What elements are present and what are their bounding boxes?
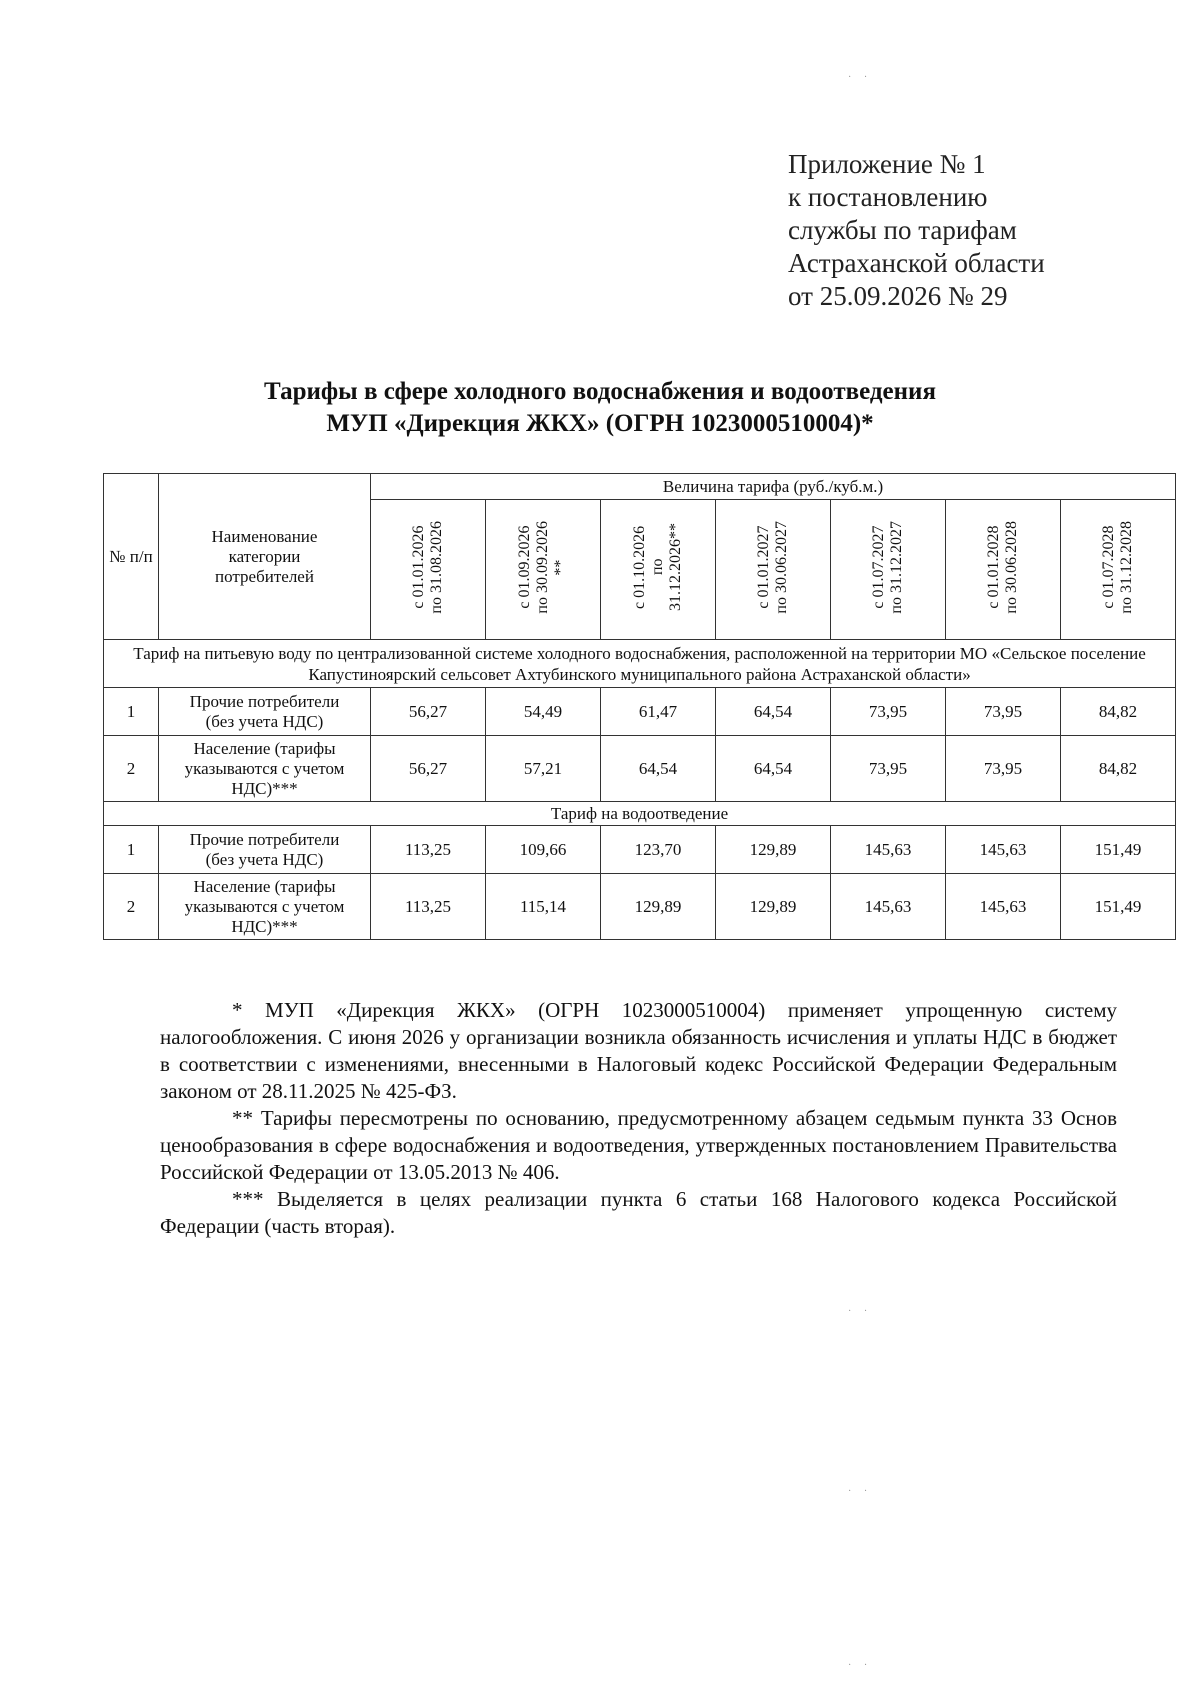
period-header [486, 500, 601, 640]
header-category: Наименование категории потребителей [159, 474, 371, 640]
row-category: Прочие потребители (без учета НДС) [159, 688, 371, 736]
row-category: Прочие потребители (без учета НДС) [159, 826, 371, 874]
tariff-value: 145,63 [831, 826, 946, 874]
period-label: с 01.01.2026 по 31.08.2026 [410, 520, 445, 614]
section-water-title: Тариф на питьевую воду по централизованной системе холодного водоснабжения, расположенной на территории МО «Сельское поселение Капустиноярский сельсовет Ахтубинского муниципального района Астраханской области» [104, 640, 1176, 688]
tariff-value: 113,25 [371, 826, 486, 874]
appendix-line: Астраханской области [788, 248, 1045, 278]
tariff-value: 73,95 [831, 688, 946, 736]
footnotes [160, 997, 1117, 1240]
period-label: с 01.07.2028 по 31.12.2028 [1100, 520, 1136, 614]
tariff-value: 123,70 [601, 826, 716, 874]
tariff-value: 84,82 [1061, 736, 1176, 802]
scan-speck: · · [848, 1486, 868, 1497]
tariff-value: 64,54 [601, 736, 716, 802]
period-header [831, 500, 946, 640]
title-line: МУП «Дирекция ЖКХ» (ОГРН 1023000510004)* [326, 410, 874, 437]
appendix-line: к постановлению [788, 182, 988, 212]
footnote-3: *** Выделяется в целях реализации пункта 6 статьи 168 Налогового кодекса Российской Федерации (часть вторая). [160, 1187, 1117, 1238]
tariff-value: 109,66 [486, 826, 601, 874]
tariff-value: 73,95 [946, 688, 1061, 736]
tariff-value: 56,27 [371, 736, 486, 802]
period-label: с 01.10.2026 по 31.12.2026** [631, 523, 684, 611]
title-line: Тарифы в сфере холодного водоснабжения и водоотведения [264, 378, 936, 405]
period-header [716, 500, 831, 640]
tariff-value: 129,89 [601, 874, 716, 940]
footnote-2: ** Тарифы пересмотрены по основанию, предусмотренному абзацем седьмым пункта 33 Основ ценообразования в сфере водоснабжения и водоотведения, утвержденных постановлением Правительства Российской Федерации от 13.05.2013 № 406. [160, 1106, 1117, 1184]
row-number: 1 [104, 826, 159, 874]
table-row [104, 826, 1176, 874]
tariff-value: 145,63 [831, 874, 946, 940]
tariff-value: 115,14 [486, 874, 601, 940]
scan-speck: · · [848, 1306, 868, 1317]
period-header [371, 500, 486, 640]
tariff-value: 73,95 [946, 736, 1061, 802]
tariff-value: 145,63 [946, 874, 1061, 940]
row-number: 2 [104, 736, 159, 802]
row-number: 2 [104, 874, 159, 940]
appendix-header [788, 148, 1045, 313]
header-number: № п/п [104, 474, 159, 640]
tariff-value: 151,49 [1061, 826, 1176, 874]
tariff-value: 64,54 [716, 688, 831, 736]
scan-speck: · · [848, 72, 868, 83]
tariff-value: 57,21 [486, 736, 601, 802]
tariff-value: 113,25 [371, 874, 486, 940]
document-title [100, 376, 1100, 440]
appendix-line: службы по тарифам [788, 215, 1017, 245]
table-row [104, 736, 1176, 802]
tariff-value: 56,27 [371, 688, 486, 736]
section-sewer-title: Тариф на водоотведение [104, 802, 1176, 826]
tariff-value: 61,47 [601, 688, 716, 736]
row-category: Население (тарифы указываются с учетом НДС)*** [159, 736, 371, 802]
appendix-line: от 25.09.2026 № 29 [788, 281, 1008, 311]
tariff-table [103, 473, 1176, 940]
tariff-value: 145,63 [946, 826, 1061, 874]
row-number: 1 [104, 688, 159, 736]
period-label: с 01.01.2028 по 30.06.2028 [985, 520, 1020, 614]
period-label: с 01.01.2027 по 30.06.2027 [755, 520, 790, 614]
table-row [104, 874, 1176, 940]
tariff-value: 73,95 [831, 736, 946, 802]
period-label: с 01.07.2027 по 31.12.2027 [870, 520, 905, 614]
scan-speck: · · [848, 1660, 868, 1671]
tariff-value: 84,82 [1061, 688, 1176, 736]
tariff-value: 64,54 [716, 736, 831, 802]
period-label: с 01.09.2026 по 30.09.2026 ** [516, 520, 569, 614]
period-header [1061, 500, 1176, 640]
appendix-line: Приложение № 1 [788, 149, 986, 179]
row-category: Население (тарифы указываются с учетом НДС)*** [159, 874, 371, 940]
period-header [946, 500, 1061, 640]
table-row [104, 688, 1176, 736]
header-tariff-group: Величина тарифа (руб./куб.м.) [371, 474, 1176, 500]
tariff-value: 129,89 [716, 826, 831, 874]
tariff-value: 151,49 [1061, 874, 1176, 940]
tariff-value: 54,49 [486, 688, 601, 736]
period-header [601, 500, 716, 640]
footnote-1: * МУП «Дирекция ЖКХ» (ОГРН 1023000510004) применяет упрощенную систему налогообложения. С июня 2026 у организации возникла обязанность исчисления и уплаты НДС в бюджет в соответствии с изменениями, внесенными в Налоговый кодекс Российской Федерации Федеральным законом от 28.11.2025 № 425-ФЗ. [160, 998, 1117, 1103]
tariff-value: 129,89 [716, 874, 831, 940]
